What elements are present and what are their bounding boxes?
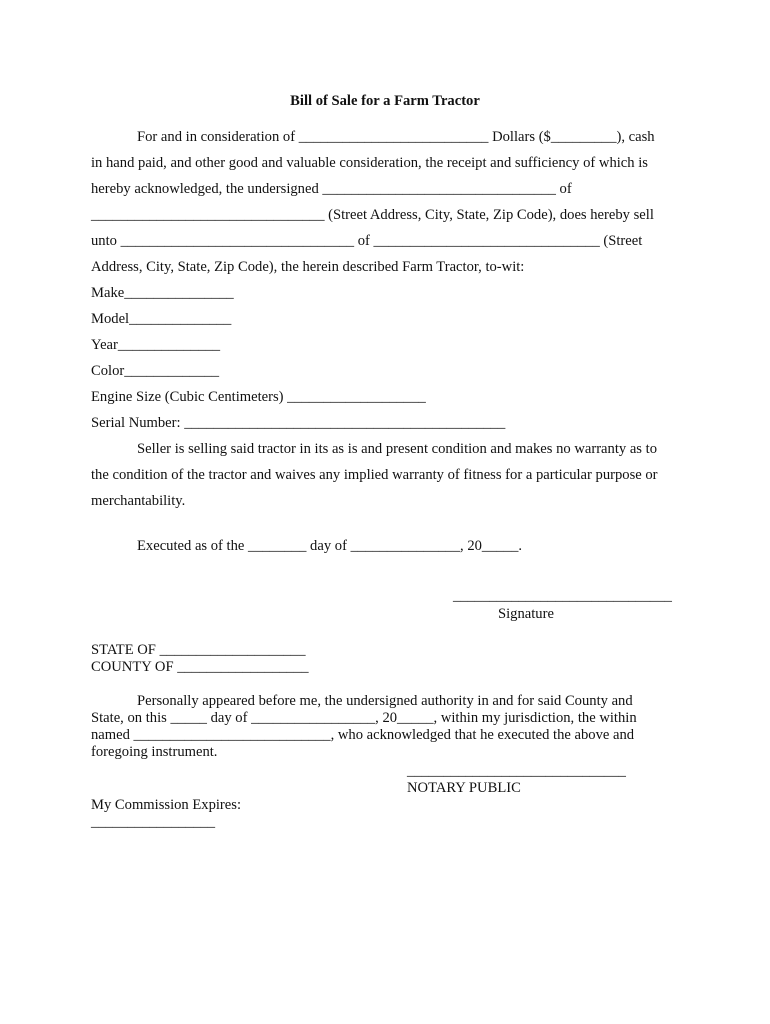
year-field: Year______________ — [91, 337, 221, 353]
executed-line-block — [91, 533, 683, 559]
paragraph-line: in hand paid, and other good and valuable consideration, the receipt and sufficiency of which is — [91, 155, 648, 171]
warranty-line: merchantability. — [91, 493, 186, 509]
notary-paragraph — [91, 693, 683, 761]
paragraph-line: For and in consideration of __________________________ Dollars ($_________), cash — [137, 129, 655, 145]
notary-paragraph-line: foregoing instrument. — [91, 744, 218, 760]
venue-block — [91, 642, 683, 676]
notary-public-label: NOTARY PUBLIC — [407, 780, 521, 796]
engine-size-field: Engine Size (Cubic Centimeters) ___________________ — [91, 389, 426, 405]
make-field: Make_______________ — [91, 285, 234, 301]
warranty-line: Seller is selling said tractor in its as is and present condition and makes no warranty as to — [137, 441, 657, 457]
signature-label: Signature — [498, 606, 554, 622]
consideration-paragraph — [91, 124, 683, 514]
commission-expires-line: _________________ — [91, 814, 216, 830]
serial-number-field: Serial Number: ____________________________________________ — [91, 415, 506, 431]
document-title: Bill of Sale for a Farm Tractor — [290, 93, 480, 109]
notary-paragraph-line: State, on this _____ day of _________________, 20_____, within my jurisdiction, the within — [91, 710, 637, 726]
paragraph-line: Address, City, State, Zip Code), the herein described Farm Tractor, to-wit: — [91, 259, 525, 275]
signature-line: ______________________________ — [453, 588, 672, 604]
notary-signature-line: ______________________________ — [407, 763, 626, 779]
commission-block — [91, 797, 683, 831]
paragraph-line: ________________________________ (Street Address, City, State, Zip Code), does hereby sell — [91, 207, 654, 223]
model-field: Model______________ — [91, 311, 232, 327]
state-of-field: STATE OF ____________________ — [91, 642, 306, 658]
executed-date-line: Executed as of the ________ day of _______________, 20_____. — [137, 538, 523, 554]
notary-paragraph-line: Personally appeared before me, the undersigned authority in and for said County and — [137, 693, 633, 709]
commission-expires-label: My Commission Expires: — [91, 797, 241, 813]
color-field: Color_____________ — [91, 363, 220, 379]
paragraph-line: hereby acknowledged, the undersigned ________________________________ of — [91, 181, 572, 197]
paragraph-line: unto ________________________________ of _______________________________ (Street — [91, 233, 643, 249]
notary-paragraph-line: named ___________________________, who acknowledged that he executed the above and — [91, 727, 635, 743]
county-of-field: COUNTY OF __________________ — [91, 659, 309, 675]
warranty-line: the condition of the tractor and waives any implied warranty of fitness for a particular purpose or — [91, 467, 658, 483]
